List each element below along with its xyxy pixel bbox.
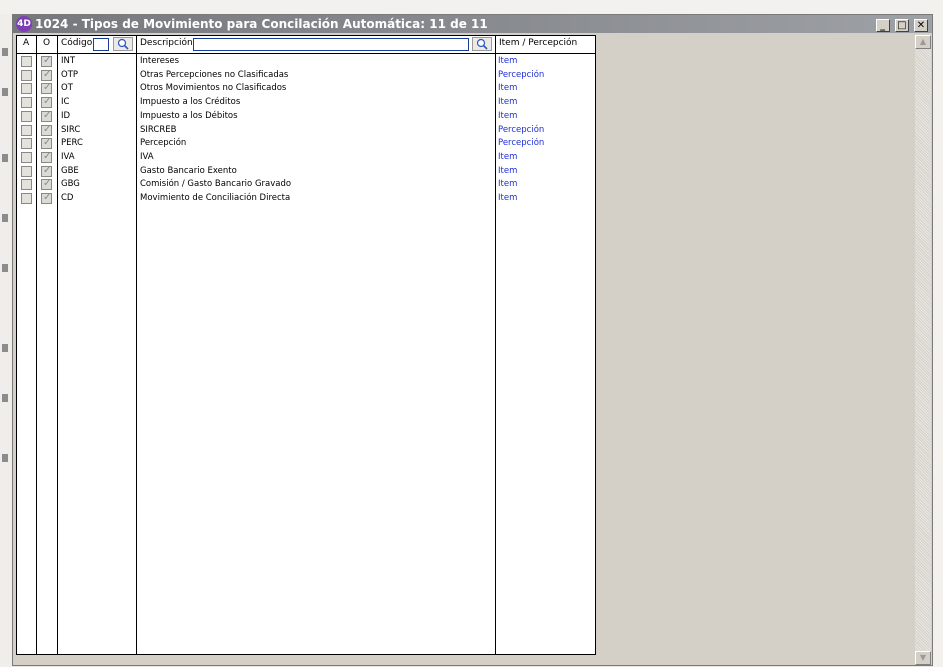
row-description: Percepción [140,138,187,149]
row-type: Percepción [498,69,545,80]
table-row[interactable] [17,151,595,164]
row-description: Otras Percepciones no Clasificadas [140,69,289,80]
close-button[interactable]: ✕ [914,19,928,32]
checkbox-o[interactable]: ✓ [43,164,52,176]
row-code: GBE [61,165,79,176]
movement-types-table [16,35,596,655]
checkbox-a[interactable] [21,152,32,163]
row-code: GBG [61,179,80,190]
table-row[interactable] [17,55,595,68]
row-code: SIRC [61,124,81,135]
codigo-search-input[interactable] [93,38,109,51]
row-type: Item [498,151,518,162]
column-header-item-percepcion[interactable]: Item / Percepción [499,38,578,48]
checkbox-o[interactable]: ✓ [43,96,52,108]
checkbox-a[interactable] [21,97,32,108]
checkbox-o[interactable]: ✓ [43,68,52,80]
checkbox-o[interactable]: ✓ [43,123,52,135]
checkbox-o[interactable]: ✓ [43,55,52,66]
descripcion-search-input[interactable] [193,38,469,51]
row-type: Item [498,83,518,94]
table-row[interactable] [17,178,595,191]
row-description: SIRCREB [140,124,177,135]
column-header-a[interactable]: A [23,38,30,48]
checkbox-a[interactable] [21,125,32,136]
row-description: Impuesto a los Débitos [140,110,238,121]
minimize-button[interactable]: _ [876,19,890,32]
table-row[interactable] [17,192,595,205]
row-type: Item [498,110,518,121]
arrow-down-icon[interactable]: ▼ [915,651,931,665]
window-title: 1024 - Tipos de Movimiento para Concilación Automática: 11 de 11 [35,17,488,31]
magnifier-icon[interactable] [113,37,133,51]
row-description: IVA [140,151,154,162]
row-code: OT [61,83,73,94]
checkbox-o[interactable]: ✓ [43,82,52,94]
row-code: CD [61,193,74,203]
row-code: IVA [61,151,75,162]
checkbox-o[interactable]: ✓ [43,192,52,203]
checkbox-a[interactable] [21,70,32,81]
row-description: Gasto Bancario Exento [140,165,237,176]
column-header-o[interactable]: O [43,38,51,48]
column-header-descripcion[interactable]: Descripción [140,38,193,48]
row-type: Item [498,56,518,66]
window-controls [875,17,928,32]
row-description: Comisión / Gasto Bancario Gravado [140,179,292,190]
background-window-edge [0,14,12,667]
table-row[interactable] [17,137,595,150]
row-type: Item [498,165,518,176]
background-window-edge-right [933,14,943,667]
row-description: Intereses [140,56,180,66]
checkbox-a[interactable] [21,83,32,94]
table-row[interactable] [17,96,595,109]
column-header-codigo[interactable]: Código [61,38,93,48]
row-type: Item [498,193,518,203]
checkbox-a[interactable] [21,193,32,204]
app-4d-icon: 4D [16,16,32,32]
arrow-up-icon[interactable]: ▲ [915,35,931,49]
row-type: Percepción [498,124,545,135]
checkbox-o[interactable]: ✓ [43,178,52,190]
row-type: Item [498,97,518,108]
checkbox-a[interactable] [21,166,32,177]
magnifier-icon[interactable] [472,37,492,51]
background-window-strip [0,0,943,14]
checkbox-o[interactable]: ✓ [43,150,52,162]
row-code: PERC [61,138,83,149]
table-row[interactable] [17,124,595,137]
row-code: OTP [61,69,79,80]
row-type: Percepción [498,138,545,149]
movement-types-window [12,14,933,666]
checkbox-a[interactable] [21,111,32,122]
checkbox-o[interactable]: ✓ [43,109,52,121]
window-titlebar[interactable] [13,15,932,33]
checkbox-o[interactable]: ✓ [43,137,52,149]
row-description: Impuesto a los Créditos [140,97,241,108]
checkbox-a[interactable] [21,138,32,149]
row-description: Otros Movimientos no Clasificados [140,83,287,94]
row-description: Movimiento de Conciliación Directa [140,193,291,203]
table-row[interactable] [17,165,595,178]
row-code: IC [61,97,70,108]
checkbox-a[interactable] [21,179,32,190]
table-row[interactable] [17,82,595,95]
table-row[interactable] [17,69,595,82]
row-code: ID [61,110,71,121]
vertical-scrollbar[interactable] [915,35,931,665]
table-row[interactable] [17,110,595,123]
maximize-button[interactable]: □ [895,19,909,32]
row-type: Item [498,179,518,190]
row-code: INT [61,56,76,66]
checkbox-a[interactable] [21,56,32,67]
